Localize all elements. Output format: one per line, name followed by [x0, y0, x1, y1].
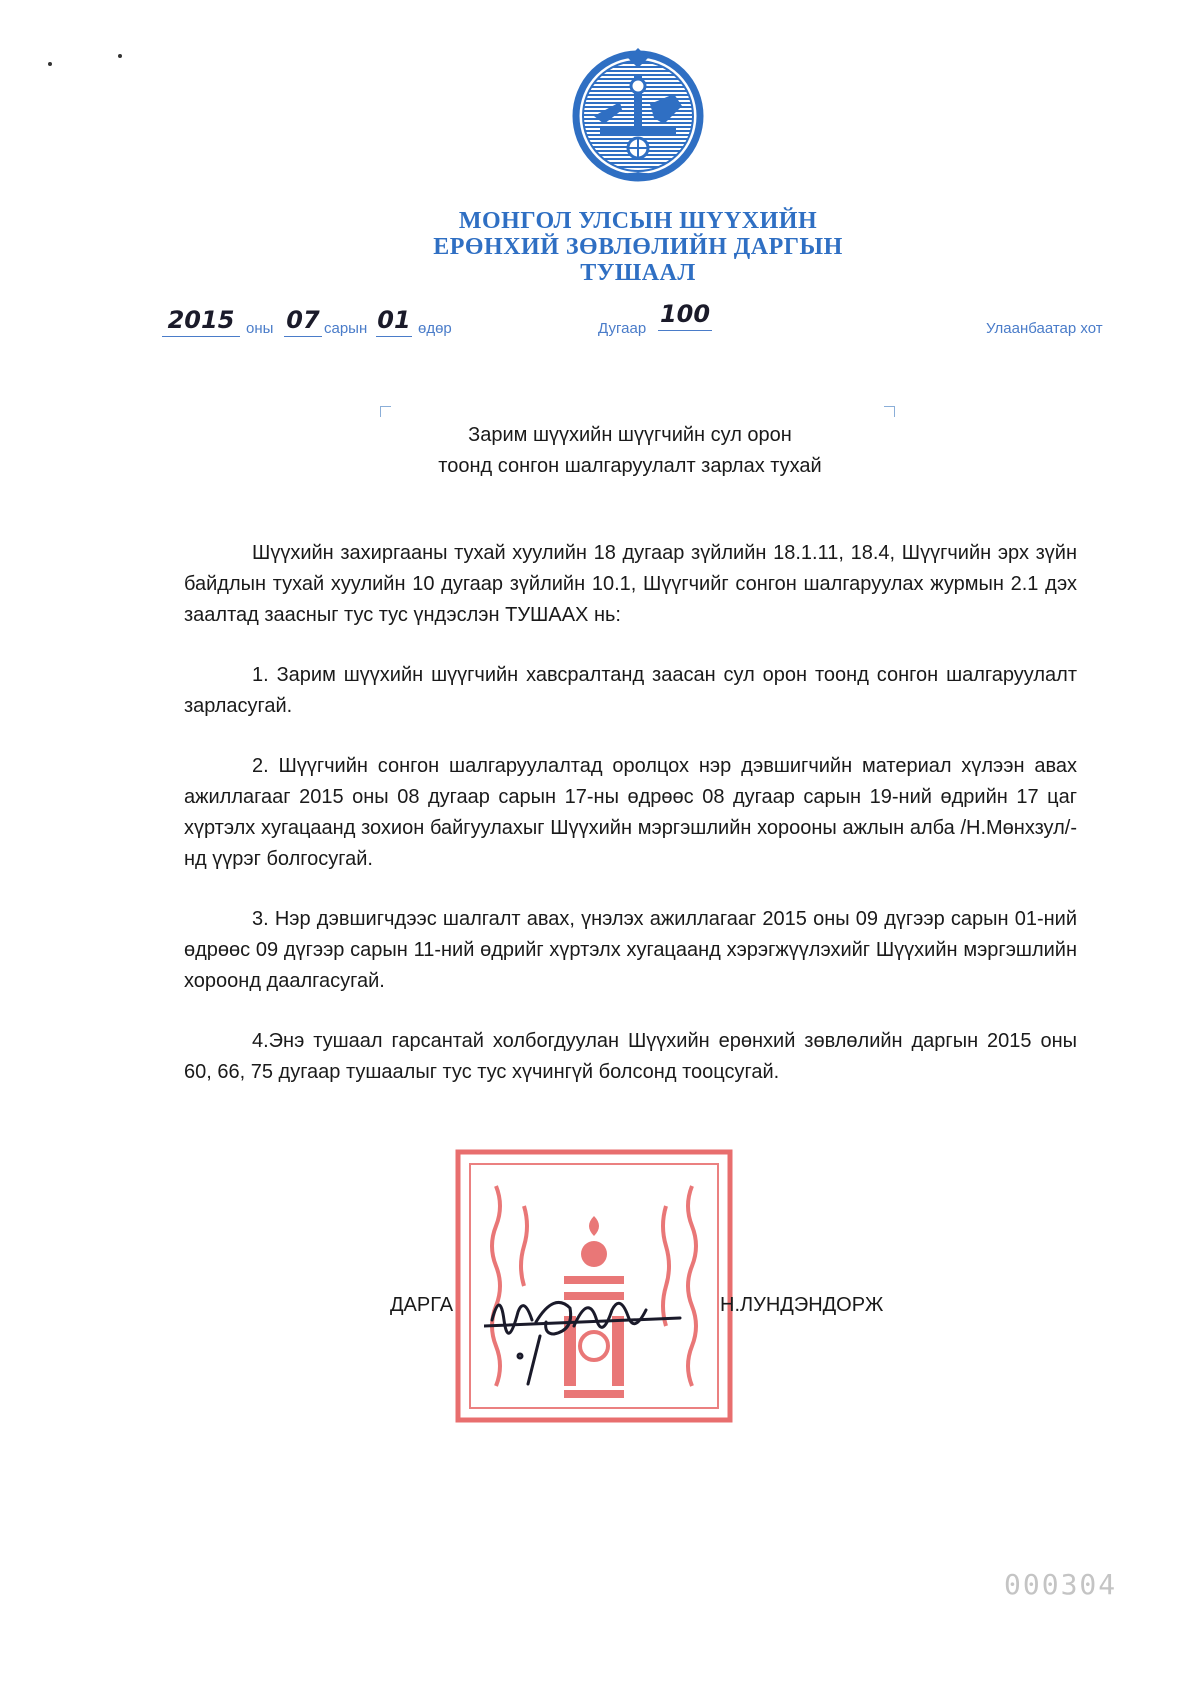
- date-month: 07: [284, 306, 322, 337]
- document-serial-number: 000304: [1004, 1568, 1118, 1601]
- month-label: сарын: [324, 320, 368, 337]
- day-label: өдөр: [418, 320, 452, 337]
- order-number: 100: [658, 300, 712, 331]
- subject-line: Зарим шүүхийн шүүгчийн сул орон: [468, 424, 792, 446]
- scan-speck: [118, 54, 122, 58]
- body-paragraph: 4.Энэ тушаал гарсантай холбогдуулан Шүүхийн ерөнхий зөвлөлийн даргын 2015 оны 60, 66, 75 дугаар тушаалыг тус тус хүчингүй болсонд тооцсугай.: [184, 1030, 1077, 1083]
- issuer-title-line: ЕРӨНХИЙ ЗӨВЛӨЛИЙН ДАРГЫН: [433, 234, 843, 260]
- document-issuer-title: [0, 208, 1200, 286]
- subject-corner-mark: [380, 406, 391, 417]
- handwritten-signature: [484, 1260, 684, 1390]
- document-body: [184, 538, 1077, 1117]
- issuer-title-line: МОНГОЛ УЛСЫН ШҮҮХИЙН: [458, 208, 818, 234]
- date-day: 01: [376, 306, 412, 337]
- body-paragraph: Шүүхийн захиргааны тухай хуулийн 18 дугаар зүйлийн 18.1.11, 18.4, Шүүгчийн эрх зүйн байдлын тухай хуулийн 10 дугаар зүйлийн 10.1, Шүүгчийг сонгон шалгаруулах журмын 2.1 дэх заалтад заасныг тус тус үндэслэн ТУШААХ нь:: [184, 542, 1077, 626]
- signatory-position: ДАРГА: [390, 1294, 454, 1316]
- body-paragraph: 3. Нэр дэвшигчдээс шалгалт авах, үнэлэх ажиллагааг 2015 оны 09 дүгээр сарын 01-ний өдрөөс 09 дүгээр сарын 11-ний өдрийг хүртэлх хугацаанд хэрэгжүүлэхийг Шүүхийн мэргэшлийн хороонд даалгасугай.: [184, 908, 1077, 992]
- state-emblem-icon: [570, 46, 706, 192]
- body-paragraph: 1. Зарим шүүхийн шүүгчийн хавсралтанд заасан сул орон тоонд сонгон шалгаруулалт зарласугай.: [184, 664, 1077, 717]
- subject-line: тоонд сонгон шалгаруулалт зарлах тухай: [438, 455, 822, 477]
- document-subject: [330, 420, 930, 482]
- date-number-row: [0, 300, 1200, 346]
- issuer-title-line: ТУШААЛ: [580, 260, 696, 286]
- subject-corner-mark: [884, 406, 895, 417]
- number-label: Дугаар: [598, 320, 647, 337]
- issue-place: Улаанбаатар хот: [986, 320, 1103, 337]
- year-label: оны: [246, 320, 274, 337]
- scan-speck: [48, 62, 52, 66]
- signatory-name: Н.ЛУНДЭНДОРЖ: [720, 1294, 884, 1316]
- body-paragraph: 2. Шүүгчийн сонгон шалгаруулалтад оролцох нэр дэвшигчийн материал хүлээн авах ажиллагааг 2015 оны 08 дугаар сарын 17-ны өдрөөс 08 дугаар сарын 19-ний өдрийн 17 цаг хүртэлх хугацаанд зохион байгуулахыг Шүүхийн мэргэшлийн хорооны ажлын алба /Н.Мөнхзул/-нд үүрэг болгосугай.: [184, 755, 1077, 870]
- date-year: 2015: [162, 306, 240, 337]
